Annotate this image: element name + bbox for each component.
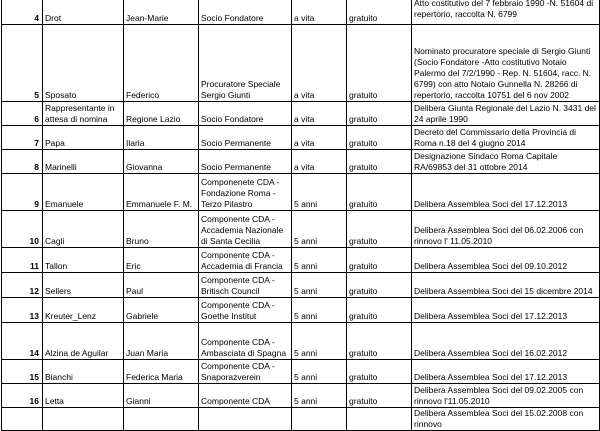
first-name-cell: Paul (124, 273, 199, 298)
surname-cell: Cagli (43, 211, 124, 248)
fee-cell: gratuito (347, 0, 412, 25)
duration-cell: 5 anni (292, 323, 347, 360)
deed-cell: Delibera Assemblea Soci del 09.10.2012 (412, 248, 600, 273)
deed-cell: Delibera Assemblea Soci del 09.02.2005 con rinnovo l'11.05.2010 (412, 384, 600, 408)
duration-cell: a vita (292, 150, 347, 174)
row-number: 13 (2, 298, 43, 323)
role-cell: Socio Fondatore (199, 102, 292, 126)
deed-cell: Decreto del Commissario della Provincia di Roma n.18 del 4 giugno 2014 (412, 126, 600, 150)
role-cell: Componenete CDA - Fondazione Roma - Terzo Pilastro (199, 174, 292, 211)
deed-cell: Delibera Giunta Regionale del Lazio N. 3431 del 24 aprile 1990 (412, 102, 600, 126)
deed-cell: Delibera Assemblea Soci del 15 dicembre 2014 (412, 273, 600, 298)
duration-cell: 5 anni (292, 360, 347, 384)
row-number: 12 (2, 273, 43, 298)
fee-cell: gratuito (347, 211, 412, 248)
duration-cell: 5 anni (292, 298, 347, 323)
first-name-cell: Gabriele (124, 298, 199, 323)
role-cell: Socio Fondatore (199, 0, 292, 25)
row-number: 9 (2, 174, 43, 211)
duration-cell: 5 anni (292, 248, 347, 273)
table-row (2, 102, 600, 126)
first-name-cell: Juan Maria (124, 323, 199, 360)
table-row (2, 0, 600, 25)
fee-cell: gratuito (347, 174, 412, 211)
row-number: 8 (2, 150, 43, 174)
first-name-cell: Jean-Marie (124, 0, 199, 25)
first-name-cell: Bruno (124, 211, 199, 248)
row-number: 6 (2, 102, 43, 126)
duration-cell: 5 anni (292, 273, 347, 298)
table-row (2, 150, 600, 174)
role-cell: Componente CDA - Snaporazverein (199, 360, 292, 384)
deed-cell: Delibera Assemblea Soci del 15.02.2008 con rinnovo (412, 408, 600, 431)
row-number: 14 (2, 323, 43, 360)
row-number (2, 408, 43, 431)
role-cell: Componente CDA - Ambasciata di Spagna (199, 323, 292, 360)
role-cell: Componente CDA - Britisch Council (199, 273, 292, 298)
first-name-cell: Federico (124, 25, 199, 102)
fee-cell: gratuito (347, 25, 412, 102)
deed-cell: Delibera Assemblea Soci del 17.12.2013 (412, 360, 600, 384)
duration-cell: a vita (292, 102, 347, 126)
duration-cell: 5 anni (292, 384, 347, 408)
table-row (2, 298, 600, 323)
row-number: 4 (2, 0, 43, 25)
surname-cell: Drot (43, 0, 124, 25)
surname-cell: Bianchi (43, 360, 124, 384)
duration-cell: a vita (292, 0, 347, 25)
table-row (2, 174, 600, 211)
role-cell: Procuratore Speciale Sergio Giunti (199, 25, 292, 102)
deed-cell: Atto costitutivo del 7 febbraio 1990 -N. 51604 di repertorio, raccolta N. 6799 (412, 0, 600, 25)
fee-cell: gratuito (347, 360, 412, 384)
surname-cell: Marinelli (43, 150, 124, 174)
duration-cell: 5 anni (292, 174, 347, 211)
row-number: 15 (2, 360, 43, 384)
fee-cell (347, 408, 412, 431)
fee-cell: gratuito (347, 248, 412, 273)
table-row (2, 273, 600, 298)
surname-cell: Emanuele (43, 174, 124, 211)
role-cell: Componente CDA (199, 384, 292, 408)
first-name-cell: Regione Lazio (124, 102, 199, 126)
role-cell: Componente CDA - Accademia Nazionale di Santa Cecilia (199, 211, 292, 248)
fee-cell: gratuito (347, 126, 412, 150)
role-cell: Socio Permanente (199, 150, 292, 174)
table-row (2, 211, 600, 248)
members-table (1, 0, 600, 431)
duration-cell: a vita (292, 25, 347, 102)
role-cell: Socio Permanente (199, 126, 292, 150)
deed-cell: Designazione Sindaco Roma Capitale RA/69853 del 31 ottobre 2014 (412, 150, 600, 174)
table-row (2, 323, 600, 360)
duration-cell (292, 408, 347, 431)
role-cell: Componente CDA - Accademia di Francia (199, 248, 292, 273)
first-name-cell: Federica Maria (124, 360, 199, 384)
duration-cell: 5 anni (292, 211, 347, 248)
members-table-body (2, 0, 600, 431)
surname-cell: Kreuter_Lenz (43, 298, 124, 323)
first-name-cell: Giovanna (124, 150, 199, 174)
first-name-cell: Gianni (124, 384, 199, 408)
fee-cell: gratuito (347, 298, 412, 323)
surname-cell: Sposato (43, 25, 124, 102)
table-row (2, 248, 600, 273)
table-row (2, 384, 600, 408)
deed-cell: Delibera Assemblea Soci del 06.02.2006 con rinnovo l' 11.05.2010 (412, 211, 600, 248)
surname-cell: Papa (43, 126, 124, 150)
surname-cell: Alzina de Aguilar (43, 323, 124, 360)
surname-cell: Sellers (43, 273, 124, 298)
table-row (2, 126, 600, 150)
table-row (2, 408, 600, 431)
row-number: 7 (2, 126, 43, 150)
fee-cell: gratuito (347, 150, 412, 174)
surname-cell (43, 408, 124, 431)
first-name-cell: Ilaria (124, 126, 199, 150)
row-number: 5 (2, 25, 43, 102)
fee-cell: gratuito (347, 273, 412, 298)
table-row (2, 360, 600, 384)
fee-cell: gratuito (347, 384, 412, 408)
duration-cell: a vita (292, 126, 347, 150)
deed-cell: Delibera Assemblea Soci del 17.12.2013 (412, 174, 600, 211)
first-name-cell: Emmanuele F. M. (124, 174, 199, 211)
row-number: 10 (2, 211, 43, 248)
table-row (2, 25, 600, 102)
deed-cell: Delibera Assemblea Soci del 16.02.2012 (412, 323, 600, 360)
fee-cell: gratuito (347, 323, 412, 360)
deed-cell: Delibera Assemblea Soci del 17.12.2013 (412, 298, 600, 323)
first-name-cell: Eric (124, 248, 199, 273)
first-name-cell (124, 408, 199, 431)
fee-cell: gratuito (347, 102, 412, 126)
surname-cell: Letta (43, 384, 124, 408)
row-number: 16 (2, 384, 43, 408)
row-number: 11 (2, 248, 43, 273)
role-cell: Componente CDA - Goethe Institut (199, 298, 292, 323)
deed-cell: Nominato procuratore speciale di Sergio Giunti (Socio Fondatore -Atto costitutivo Notaio Palermo del 7/2/1990 - Rep. N. 51604, racc. N. 6799) con atto Notaio Gunnella N. 28266 di repertorio, raccolta 10751 del 6 nov 2002 (412, 25, 600, 102)
surname-cell: Tallon (43, 248, 124, 273)
surname-cell: Rappresentante in attesa di nomina (43, 102, 124, 126)
role-cell (199, 408, 292, 431)
